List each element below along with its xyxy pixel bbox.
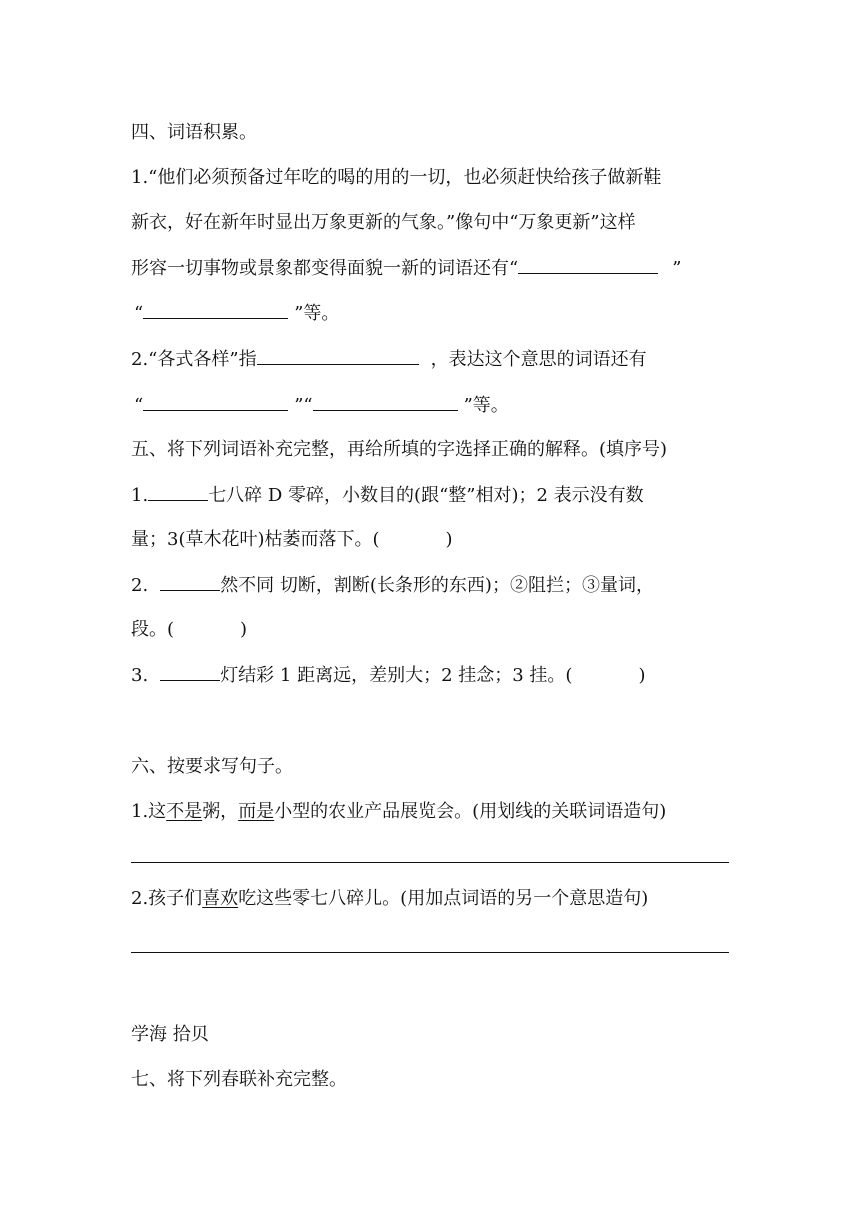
- q5-2-blank[interactable]: [160, 574, 220, 591]
- q6-1-text-b: 粥，: [202, 801, 239, 822]
- q5-2-line-1: [131, 574, 729, 597]
- q6-1-answer-line[interactable]: [131, 862, 729, 863]
- q4-2-blank-3[interactable]: [313, 394, 458, 411]
- q5-3-line-1: [131, 664, 729, 687]
- q5-1-blank[interactable]: [148, 484, 208, 501]
- xuehai-label: 学海 拾贝: [131, 1024, 209, 1045]
- q6-1-underlined-1: 不是: [166, 801, 203, 822]
- section-4-heading: 四、词语积累。: [131, 122, 257, 143]
- q5-3-close: ): [638, 665, 646, 686]
- q5-2-line-2: [131, 619, 729, 641]
- q4-2-post: ，表达这个意思的词语还有: [430, 349, 647, 370]
- q5-2-text-2: 段。(: [131, 619, 175, 640]
- q4-1-line-3-text: 形容一切事物或景象都变得面貌一新的词语还有“: [131, 258, 519, 279]
- q6-2-text-a: 2.孩子们: [131, 888, 203, 909]
- q5-3-num: 3.: [131, 665, 149, 686]
- q5-3-blank[interactable]: [160, 664, 220, 681]
- q5-1-num: 1.: [131, 485, 149, 506]
- q4-1-blank-2[interactable]: [143, 302, 288, 319]
- q6-1-text-a: 1.这: [131, 801, 167, 822]
- q4-1-line-4: [134, 302, 729, 325]
- section-6-heading: 六、按要求写句子。: [131, 756, 293, 777]
- q4-2-line-1: [131, 348, 729, 371]
- q6-1-text-c: 小型的农业产品展览会。(用划线的关联词语造句): [274, 801, 667, 822]
- q4-1-line-4-close: ”等。: [294, 303, 340, 324]
- q4-2-blank-2[interactable]: [143, 394, 288, 411]
- q6-1-underlined-2: 而是: [238, 801, 275, 822]
- q5-2-num: 2.: [131, 575, 149, 596]
- section-7-heading: 七、将下列春联补充完整。: [131, 1069, 347, 1090]
- q4-2-line-2: [134, 394, 729, 417]
- q4-1-blank-1[interactable]: [518, 257, 658, 274]
- q4-1-line-4-open: “: [134, 303, 144, 324]
- q6-2-answer-line[interactable]: [131, 952, 729, 953]
- q4-1-line-3: [131, 257, 729, 280]
- q4-1-line-3-close: ”: [672, 258, 682, 279]
- q5-2-text: 然不同 切断，割断(长条形的东西)；②阻拦；③量词，: [220, 575, 654, 596]
- q5-1-text-2: 量；3(草木花叶)枯萎而落下。(: [131, 529, 380, 550]
- q5-1-line-1: [131, 484, 729, 507]
- q6-1-sentence: [131, 801, 729, 823]
- q5-1-line-2: [131, 529, 729, 551]
- q6-2-sentence: [131, 888, 729, 910]
- q4-1-line-1: 1.“他们必须预备过年吃的喝的用的一切，也必须赶快给孩子做新鞋: [131, 167, 662, 188]
- q4-2-pre: 2.“各式各样”指: [131, 349, 257, 370]
- q5-1-close: ): [445, 529, 453, 550]
- q6-2-underlined: 喜欢: [202, 888, 239, 909]
- q4-2-mid: ”“: [294, 395, 313, 416]
- q5-2-close: ): [240, 619, 248, 640]
- q6-2-text-b: 吃这些零七八碎儿。(用加点词语的另一个意思造句): [238, 888, 649, 909]
- q5-1-text: 七八碎 D 零碎，小数目的(跟“整”相对)；2 表示没有数: [208, 485, 644, 506]
- q4-1-line-2: 新衣，好在新年时显出万象更新的气象。”像句中“万象更新”这样: [131, 212, 636, 233]
- q4-2-blank-1[interactable]: [257, 348, 419, 365]
- section-5-heading: 五、将下列词语补充完整，再给所填的字选择正确的解释。(填序号): [131, 439, 668, 460]
- q5-3-text: 灯结彩 1 距离远，差别大；2 挂念；3 挂。(: [220, 665, 573, 686]
- q4-2-open: “: [134, 395, 144, 416]
- q4-2-end: ”等。: [463, 395, 509, 416]
